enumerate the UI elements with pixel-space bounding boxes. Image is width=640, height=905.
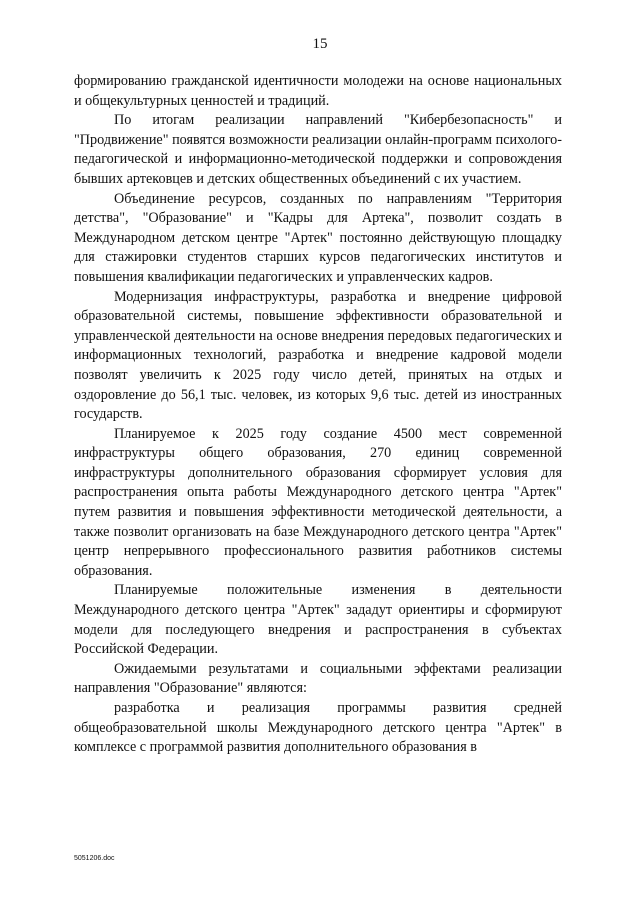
paragraph-5: Планируемое к 2025 году создание 4500 мест современной инфраструктуры общего образования, 270 единиц современной инфраструктуры дополнительного образования сформирует условия для распространения опыта работы Международного детского центра "Артек" путем развития и повышения эффективности методической деятельности, а также позволит организовать на базе Международного детского центра "Артек" центр непрерывного профессионального развития работников системы образования.: [74, 425, 562, 579]
paragraph-7: Ожидаемыми результатами и социальными эффектами реализации направления "Образование" являются:: [74, 660, 562, 697]
paragraph-4: Модернизация инфраструктуры, разработка и внедрение цифровой образовательной системы, повышение эффективности образовательной и управленческой деятельности на основе внедрения передовых педагогических и информационных технологий, разработка и внедрение кадровой модели позволят увеличить к 2025 году число детей, принятых на отдых и оздоровление до 56,1 тыс. человек, из которых 9,6 тыс. детей из иностранных государств.: [74, 288, 562, 423]
paragraph-1: формированию гражданской идентичности молодежи на основе национальных и общекультурных ценностей и традиций.: [74, 73, 562, 109]
paragraph-2: По итогам реализации направлений "Кибербезопасность" и "Продвижение" появятся возможности реализации онлайн-программ психолого-педагогической и информационно-методической поддержки и сопровождения бывших артековцев и детских общественных объединений с их участием.: [74, 112, 562, 187]
paragraph-8: разработка и реализация программы развития средней общеобразовательной школы Международного детского центра "Артек" в комплексе с программой развития дополнительного образования в: [74, 700, 562, 756]
document-body: [74, 72, 562, 758]
paragraph-3: Объединение ресурсов, созданных по направлениям "Территория детства", "Образование" и "Кадры для Артека", позволит создать в Международном детском центре "Артек" постоянно действующую площадку для стажировки студентов старших курсов педагогических институтов и повышения квалификации педагогических и управленческих кадров.: [74, 190, 562, 285]
page-number: 15: [312, 36, 328, 52]
document-file-reference: 5051206.doc: [74, 855, 115, 862]
paragraph-6: Планируемые положительные изменения в деятельности Международного детского центра "Артек" зададут ориентиры и сформируют модели для последующего внедрения и распространения в субъектах Российской Федерации.: [74, 582, 562, 658]
